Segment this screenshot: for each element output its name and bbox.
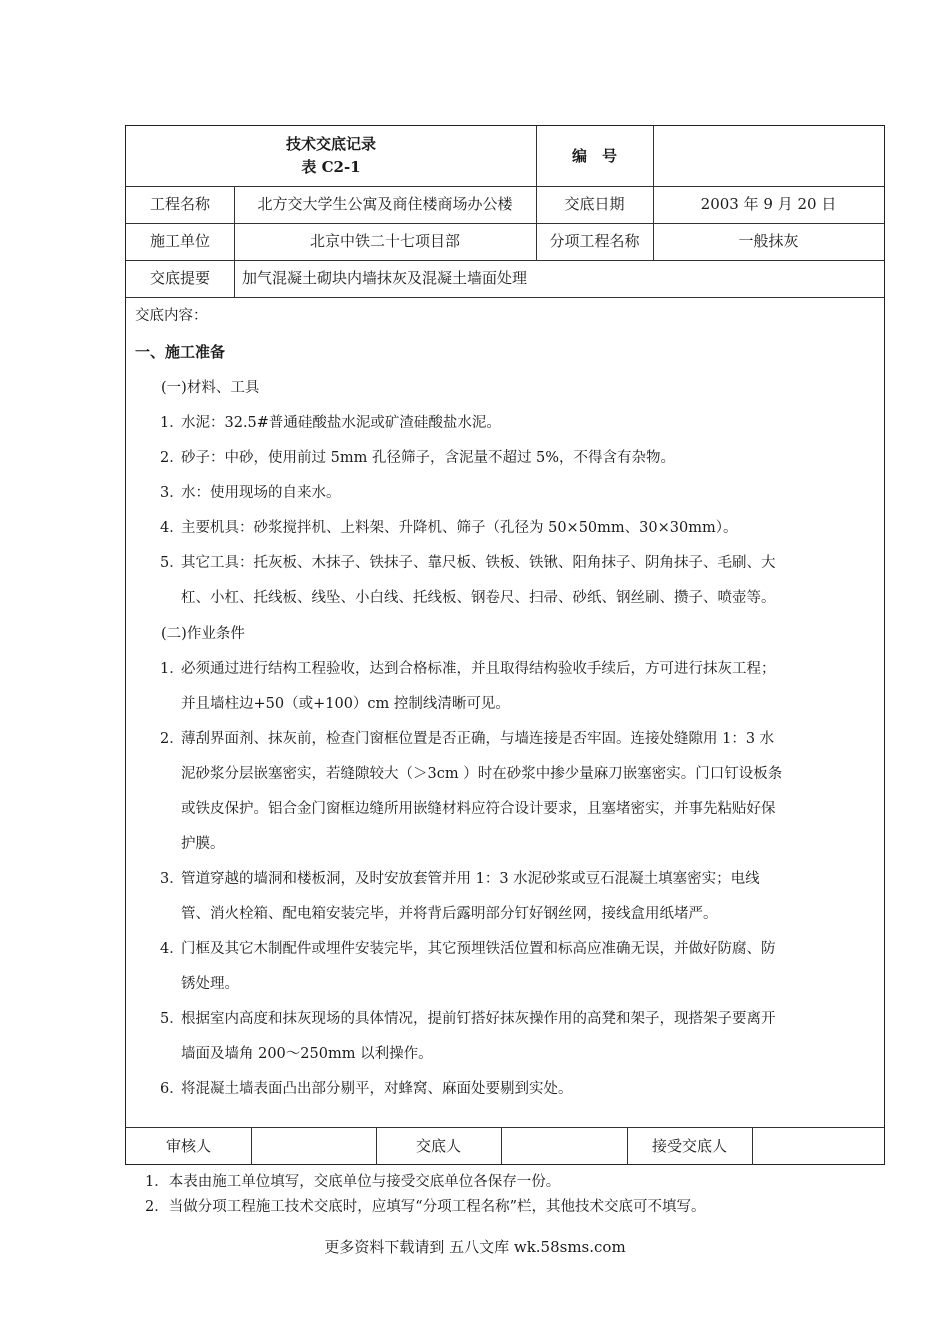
item-text-line: 管道穿越的墙洞和楼板洞，及时安放套管并用 1：3 水泥砂浆或豆石混凝土填塞密实；电线 xyxy=(181,871,760,887)
receiver-label: 接受交底人 xyxy=(651,1136,727,1155)
disclosure-content xyxy=(135,298,877,1107)
subsection-heading: (二)作业条件 xyxy=(161,626,245,642)
item-number: 5． xyxy=(160,555,184,571)
item-number: 4． xyxy=(160,941,184,957)
item-text-line: 门框及其它木制配件或埋件安装完毕，其它预埋铁活位置和标高应准确无误，并做好防腐、防 xyxy=(181,941,776,957)
item-text-line: 并且墙柱边+50（或+100）cm 控制线清晰可见。 xyxy=(181,696,510,712)
number-label: 编 号 xyxy=(571,146,617,165)
receiver-value[interactable] xyxy=(752,1127,884,1165)
item-number: 5． xyxy=(160,1011,184,1027)
subsection-heading: (一)材料、工具 xyxy=(161,380,260,396)
subitem-label: 分项工程名称 xyxy=(549,232,640,250)
form-notes xyxy=(145,1170,706,1220)
item-text-line: 护膜。 xyxy=(181,836,225,852)
reviewer-label: 审核人 xyxy=(165,1136,211,1155)
item-number: 3． xyxy=(160,485,184,501)
list-item xyxy=(135,1072,877,1107)
item-text-line: 或铁皮保护。铝合金门窗框边缝所用嵌缝材料应符合设计要求，且塞堵密实，并事先粘贴好保 xyxy=(181,801,776,817)
item-number: 1． xyxy=(160,661,184,677)
project-name-value[interactable]: 北方交大学生公寓及商住楼商场办公楼 xyxy=(257,195,513,213)
item-text-line: 墙面及墙角 200～250mm 以利操作。 xyxy=(181,1046,433,1062)
discloser-label: 交底人 xyxy=(415,1136,461,1155)
item-number: 6． xyxy=(160,1081,184,1097)
item-text-line: 锈处理。 xyxy=(181,976,239,992)
list-item xyxy=(135,652,877,722)
unit-label: 施工单位 xyxy=(149,232,210,250)
item-number: 3． xyxy=(160,871,184,887)
project-name-label: 工程名称 xyxy=(149,195,210,213)
item-text-line: 水泥：32.5#普通硅酸盐水泥或矿渣硅酸盐水泥。 xyxy=(181,415,501,431)
conditions-list xyxy=(135,652,877,1107)
note-line: 1．本表由施工单位填写，交底单位与接受交底单位各保存一份。 xyxy=(145,1174,561,1190)
form-title-block xyxy=(126,126,536,186)
date-value[interactable]: 2003 年 9 月 20 日 xyxy=(700,195,837,213)
discloser-value[interactable] xyxy=(501,1127,627,1165)
list-item xyxy=(135,511,877,546)
list-item xyxy=(135,722,877,862)
item-number: 1． xyxy=(160,415,184,431)
item-text-line: 必须通过进行结构工程验收，达到合格标准，并且取得结构验收手续后，方可进行抹灰工程； xyxy=(181,661,776,677)
item-text-line: 泥砂浆分层嵌塞密实，若缝隙较大（＞3cm ）时在砂浆中掺少量麻刀嵌塞密实。门口钉设板条 xyxy=(181,766,783,782)
list-item xyxy=(135,406,877,441)
list-item xyxy=(135,476,877,511)
section-heading: 一、施工准备 xyxy=(135,343,226,361)
item-number: 4． xyxy=(160,520,184,536)
item-text-line: 根据室内高度和抹灰现场的具体情况，提前钉搭好抹灰操作用的高凳和架子，现搭架子要离开 xyxy=(181,1011,776,1027)
item-number: 2． xyxy=(160,450,184,466)
materials-list xyxy=(135,406,877,616)
item-text-line: 砂子：中砂，使用前过 5mm 孔径筛子，含泥量不超过 5%，不得含有杂物。 xyxy=(181,450,676,466)
item-text-line: 水：使用现场的自来水。 xyxy=(181,485,341,501)
item-number: 2． xyxy=(160,731,184,747)
item-text-line: 薄刮界面剂、抹灰前，检查门窗框位置是否正确，与墙连接是否牢固。连接处缝隙用 1：3 水 xyxy=(181,731,775,747)
form-title: 技术交底记录 xyxy=(285,134,376,153)
date-label: 交底日期 xyxy=(564,195,625,213)
number-value[interactable] xyxy=(653,126,884,186)
list-item xyxy=(135,1002,877,1072)
list-item xyxy=(135,932,877,1002)
footer-text: 更多资料下载请到 五八文库 wk.58sms.com xyxy=(324,1238,626,1256)
note-line: 2．当做分项工程施工技术交底时，应填写“分项工程名称”栏，其他技术交底可不填写。 xyxy=(145,1199,706,1215)
list-item xyxy=(135,441,877,476)
summary-label: 交底提要 xyxy=(149,269,210,287)
content-label: 交底内容： xyxy=(135,308,208,324)
item-text-line: 其它工具：托灰板、木抹子、铁抹子、靠尺板、铁板、铁锹、阳角抹子、阴角抹子、毛刷、大 xyxy=(181,555,776,571)
list-item xyxy=(135,546,877,616)
item-text-line: 主要机具：砂浆搅拌机、上料架、升降机、筛子（孔径为 50×50mm、30×30mm）。 xyxy=(181,520,738,536)
item-text-line: 管、消火栓箱、配电箱安装完毕，并将背后露明部分钉好钢丝网，接线盒用纸堵严。 xyxy=(181,906,718,922)
item-text-line: 将混凝土墙表面凸出部分剔平，对蜂窝、麻面处要剔到实处。 xyxy=(181,1081,573,1097)
item-text-line: 杠、小杠、托线板、线坠、小白线、托线板、钢卷尺、扫帚、砂纸、钢丝刷、攒子、喷壶等。 xyxy=(181,590,776,606)
reviewer-value[interactable] xyxy=(251,1127,376,1165)
unit-value[interactable]: 北京中铁二十七项目部 xyxy=(309,232,460,250)
summary-value[interactable]: 加气混凝土砌块内墙抹灰及混凝土墙面处理 xyxy=(242,269,528,287)
form-code: 表 C2-1 xyxy=(301,158,361,176)
disclosure-form xyxy=(125,125,885,1165)
subitem-value[interactable]: 一般抹灰 xyxy=(738,232,799,250)
list-item xyxy=(135,862,877,932)
